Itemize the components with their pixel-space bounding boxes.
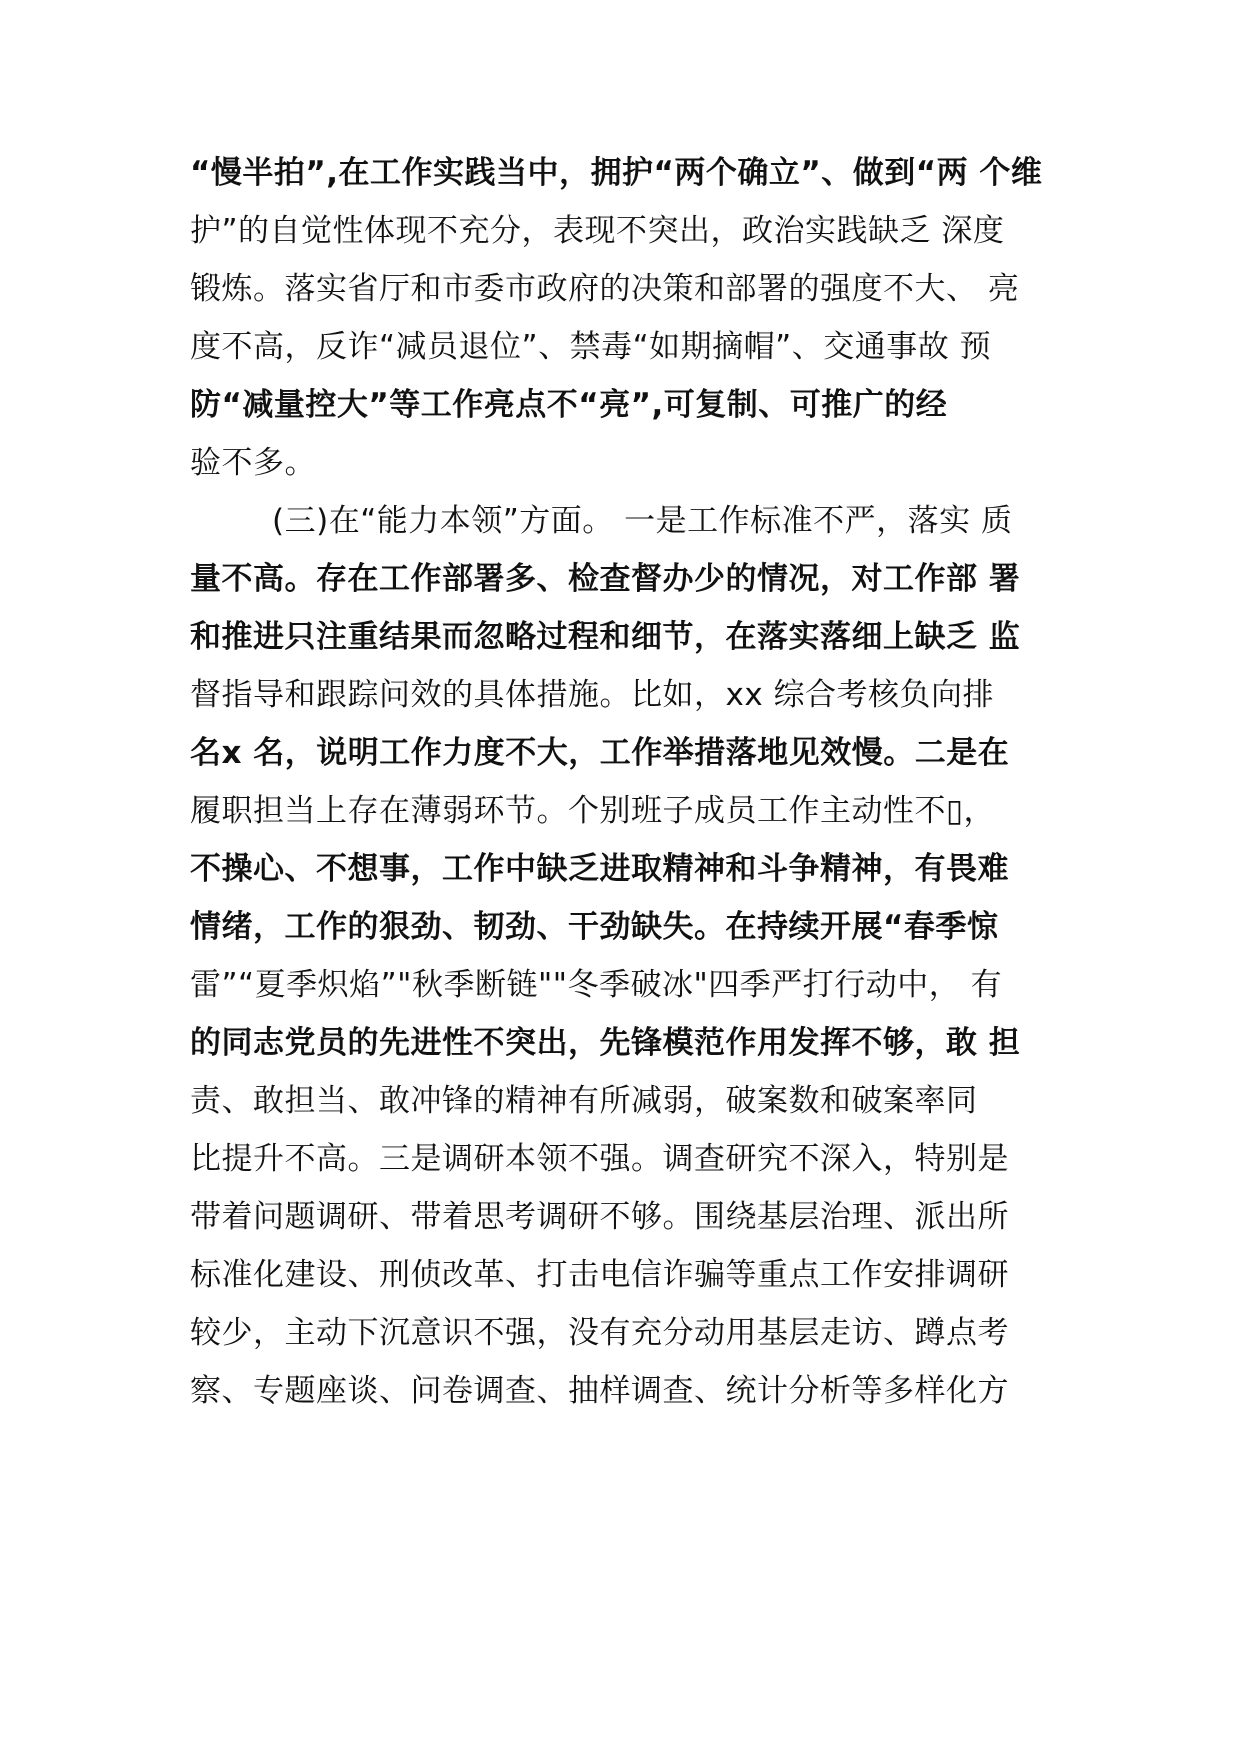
text-line: 防“减量控大”等工作亮点不“亮”,可复制、可推广的经: [190, 387, 948, 423]
text-line: 带着问题调研、带着思考调研不够。围绕基层治理、派出所: [190, 1199, 1009, 1235]
text-line: 验不多。: [190, 445, 316, 481]
text-line: “慢半拍”,在工作实践当中，拥护“两个确立”、做到“两 个维: [190, 155, 1043, 191]
text-line: 比提升不高。三是调研本领不强。调查研究不深入，特别是: [190, 1141, 1009, 1177]
text-line: 情绪，工作的狠劲、韧劲、干劲缺失。在持续开展“春季惊: [190, 909, 999, 945]
text-line: 量不高。存在工作部署多、检查督办少的情况，对工作部 署: [190, 561, 1021, 597]
text-line: 督指导和跟踪问效的具体措施。比如，xx 综合考核负向排: [190, 677, 995, 713]
text-line: 的同志党员的先进性不突出，先锋模范作用发挥不够，敢 担: [190, 1025, 1021, 1061]
text-line: 名x 名，说明工作力度不大，工作举措落地见效慢。二是在: [190, 735, 1010, 771]
text-line: 和推进只注重结果而忽略过程和细节，在落实落细上缺乏 监: [190, 619, 1021, 655]
document-body: [190, 144, 1090, 1420]
text-line: 责、敢担当、敢冲锋的精神有所减弱，破案数和破案率同: [190, 1083, 978, 1119]
text-line: 较少，主动下沉意识不强，没有充分动用基层走访、蹲点考: [190, 1315, 1009, 1351]
text-line: (三)在“能力本领”方面。 一是工作标准不严，落实 质: [272, 503, 1013, 539]
text-line: 标准化建设、刑侦改革、打击电信诈骗等重点工作安排调研: [190, 1257, 1009, 1293]
text-line: 度不高，反诈“减员退位”、禁毒“如期摘帽”、交通事故 预: [190, 329, 992, 365]
text-line: 护”的自觉性体现不充分，表现不突出，政治实践缺乏 深度: [190, 213, 1005, 249]
text-line: 雷”“夏季炽焰”"秋季断链""冬季破冰"四季严打行动中， 有: [190, 967, 1003, 1003]
text-line: 察、专题座谈、问卷调查、抽样调查、统计分析等多样化方: [190, 1373, 1009, 1409]
text-line: 不操心、不想事，工作中缺乏进取精神和斗争精神，有畏难: [190, 851, 1009, 887]
text-line: 履职担当上存在薄弱环节。个别班子成员工作主动性不▯，: [190, 793, 996, 829]
text-line: 锻炼。落实省厅和市委市政府的决策和部署的强度不大、 亮: [190, 271, 1020, 307]
